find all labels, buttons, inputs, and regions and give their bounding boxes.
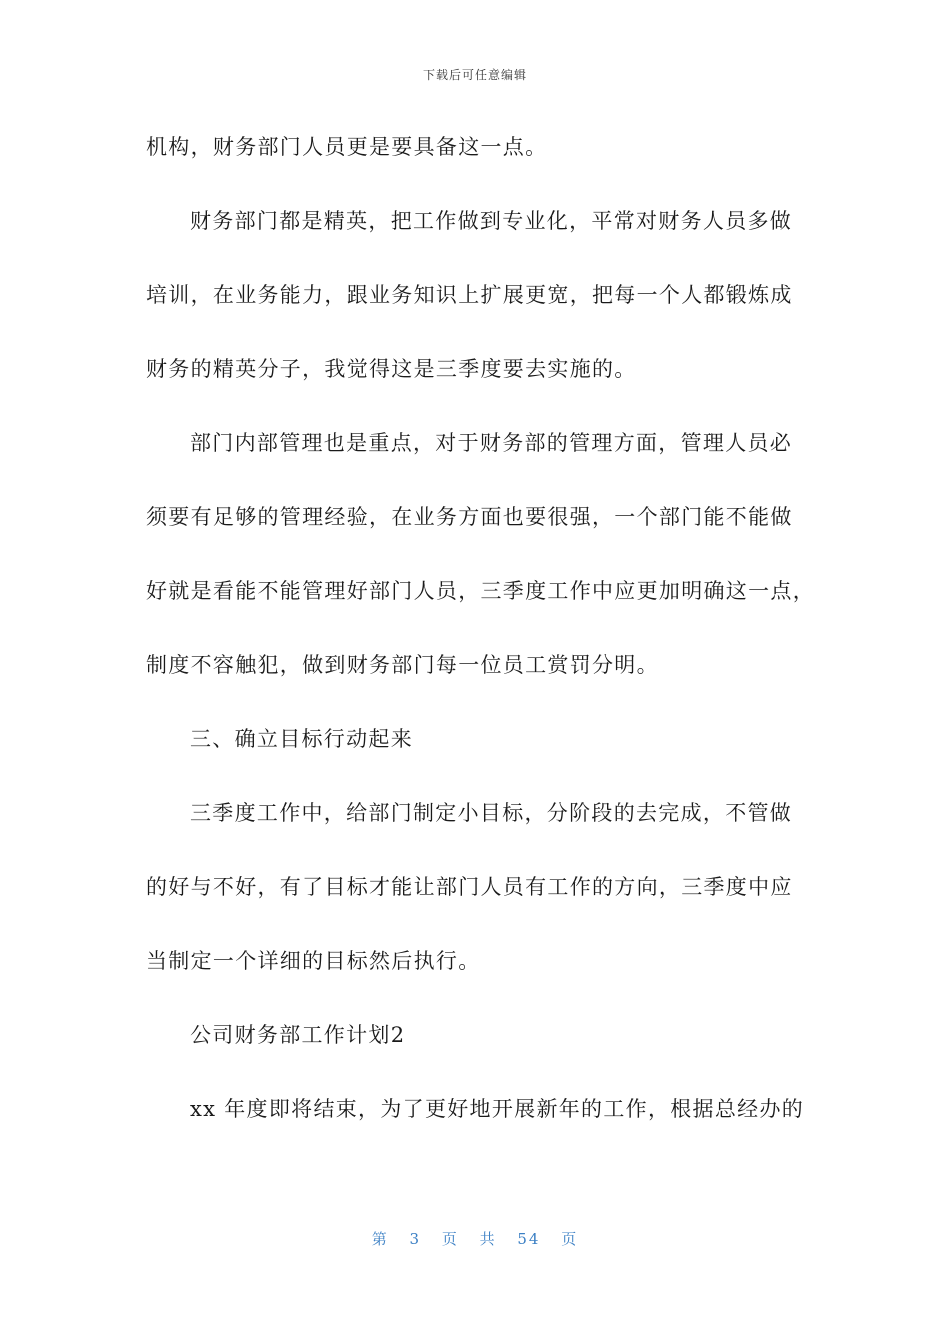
text-line: 好就是看能不能管理好部门人员，三季度工作中应更加明确这一点， [146, 579, 815, 603]
footer-current-page: 3 [409, 1230, 422, 1248]
text-line: 部门内部管理也是重点，对于财务部的管理方面，管理人员必 [190, 431, 793, 455]
text-line: 当制定一个详细的目标然后执行。 [146, 949, 481, 973]
text-line: 财务的精英分子，我觉得这是三季度要去实施的。 [146, 357, 637, 381]
footer-prefix: 第 [371, 1230, 389, 1248]
text-line: 财务部门都是精英，把工作做到专业化，平常对财务人员多做 [190, 209, 793, 233]
footer-middle: 页 共 [441, 1230, 497, 1248]
section-heading: 三、确立目标行动起来 [190, 727, 413, 751]
body-text [146, 122, 815, 1158]
text-line: 三季度工作中，给部门制定小目标，分阶段的去完成，不管做 [190, 801, 793, 825]
text-line: 机构，财务部门人员更是要具备这一点。 [146, 135, 548, 159]
section-heading: 公司财务部工作计划2 [190, 1023, 406, 1047]
text-line: 须要有足够的管理经验，在业务方面也要很强，一个部门能不能做 [146, 505, 793, 529]
footer-total-pages: 54 [517, 1230, 541, 1248]
header-note: 下载后可任意编辑 [422, 68, 527, 82]
text-line: 的好与不好，有了目标才能让部门人员有工作的方向，三季度中应 [146, 875, 793, 899]
footer-suffix: 页 [561, 1230, 579, 1248]
text-line: 制度不容触犯，做到财务部门每一位员工赏罚分明。 [146, 653, 659, 677]
text-line: 培训，在业务能力，跟业务知识上扩展更宽，把每一个人都锻炼成 [146, 283, 793, 307]
page-footer [0, 1228, 950, 1249]
text-line: xx 年度即将结束，为了更好地开展新年的工作，根据总经办的 [190, 1097, 805, 1121]
